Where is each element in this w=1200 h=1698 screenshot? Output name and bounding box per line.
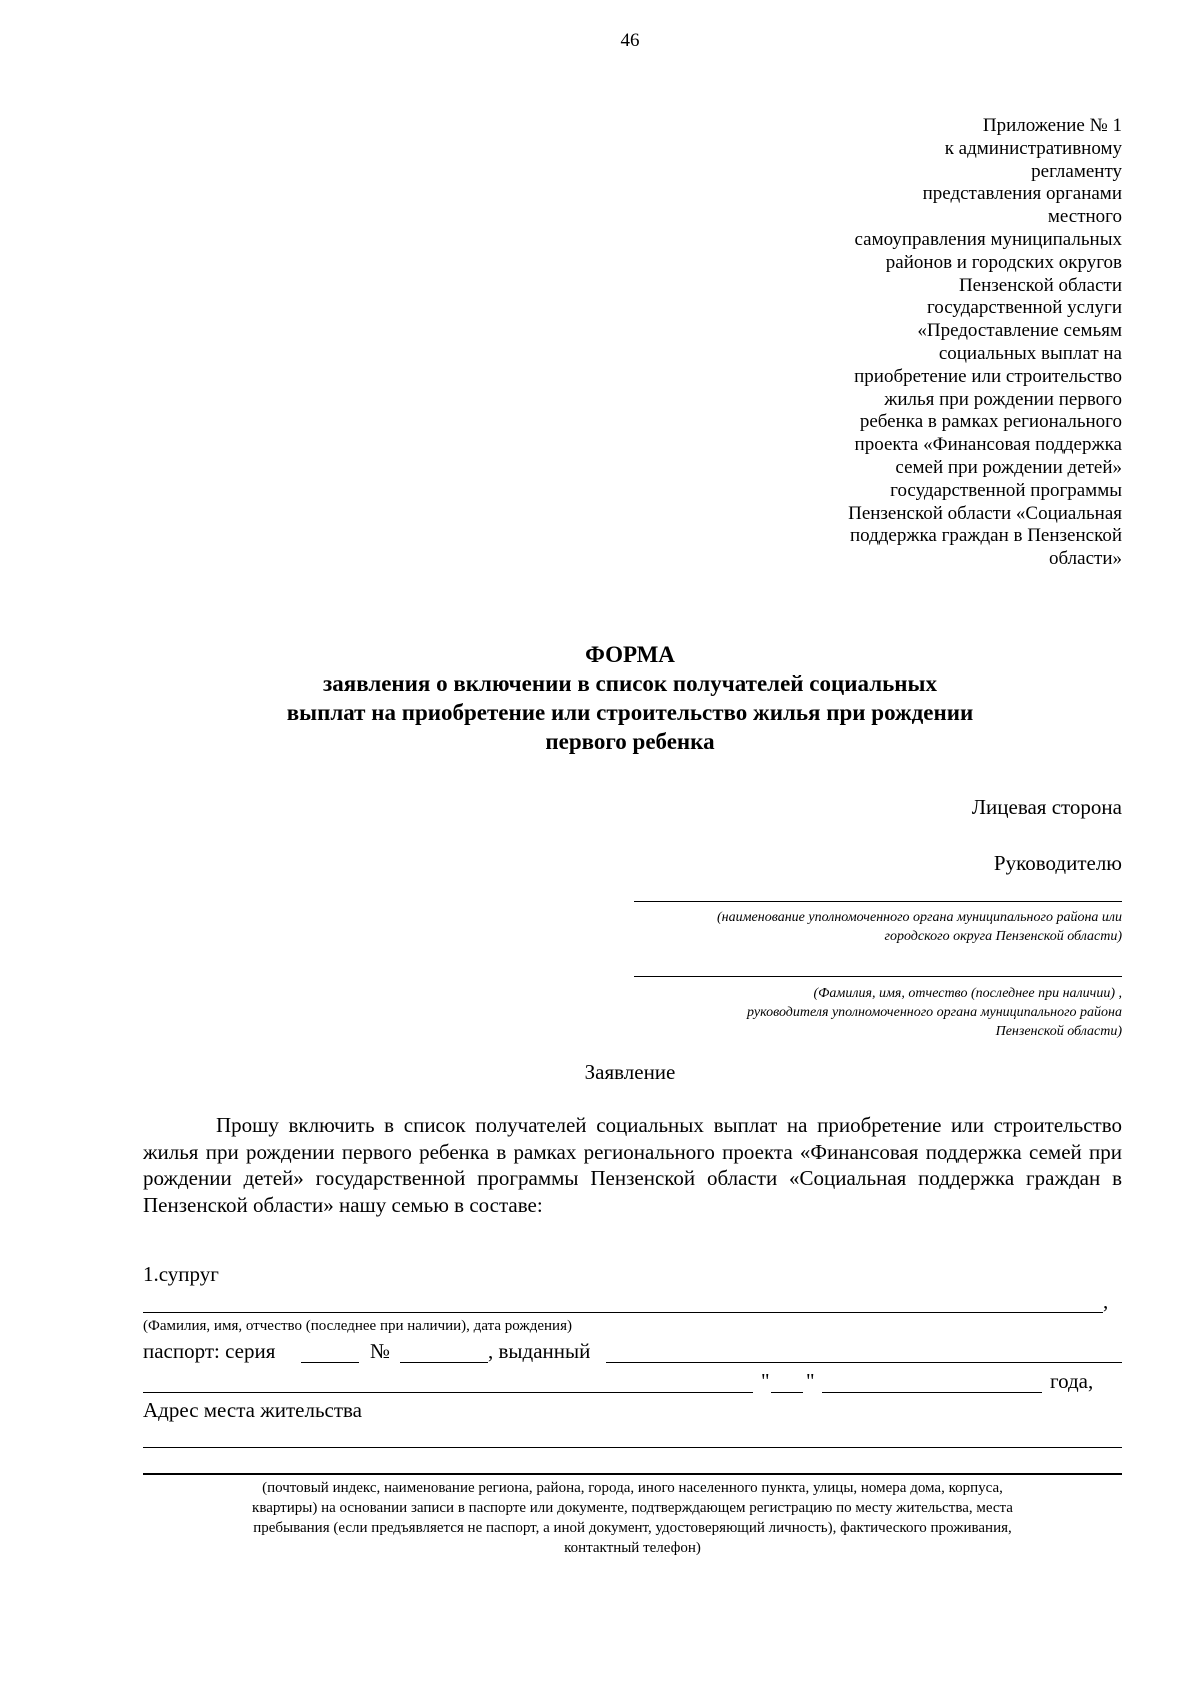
form-title-line: заявления о включении в список получателей социальных xyxy=(323,671,937,696)
appendix-line: Пензенской области xyxy=(958,274,1122,296)
statement-title: Заявление xyxy=(584,1060,676,1084)
date-quote-open: " xyxy=(761,1369,770,1393)
issue-month-field[interactable] xyxy=(822,1392,1042,1393)
head-note-line: руководителя уполномоченного органа муниципального района xyxy=(747,1005,1122,1020)
appendix-line: государственной услуги xyxy=(926,297,1122,319)
appendix-header xyxy=(762,115,1122,571)
passport-label: паспорт: серия xyxy=(143,1339,276,1363)
appendix-line: к административному xyxy=(944,137,1122,159)
appendix-line: регламенту xyxy=(1031,160,1122,182)
spouse-label: 1.супруг xyxy=(143,1262,219,1286)
form-title-line: выплат на приобретение или строительство жилья при рождении xyxy=(286,700,974,725)
appendix-line: самоуправления муниципальных xyxy=(854,228,1122,250)
date-quote-close: " xyxy=(806,1369,815,1393)
form-title-line: ФОРМА xyxy=(585,642,675,667)
appendix-line: области» xyxy=(1048,548,1122,570)
head-note-line: (Фамилия, имя, отчество (последнее при наличии) , xyxy=(813,986,1122,1001)
addressee-label: Руководителю xyxy=(993,851,1122,875)
issue-day-field[interactable] xyxy=(771,1392,803,1393)
appendix-line: поддержка граждан в Пензенской xyxy=(849,525,1122,547)
spouse-name-line[interactable] xyxy=(143,1312,1103,1313)
passport-number-field[interactable] xyxy=(400,1362,488,1363)
passport-issuer-continuation[interactable] xyxy=(143,1392,753,1393)
form-title xyxy=(0,640,1200,756)
appendix-line: местного xyxy=(1047,206,1122,228)
address-label: Адрес места жительства xyxy=(143,1398,362,1422)
statement-paragraph: Прошу включить в список получателей социальных выплат на приобретение или строительство жилья при рождении первого ребенка в рамках регионального проекта «Финансовая поддержка семей при рождении детей» государственной программы Пензенской области «Социальная поддержка граждан в Пензенской области» нашу семью в составе: xyxy=(143,1113,1122,1217)
authority-note xyxy=(717,908,1122,946)
fio-note: (Фамилия, имя, отчество (последнее при наличии), дата рождения) xyxy=(143,1318,572,1334)
address-note-line: пребывания (если предъявляется не паспорт, а иной документ, удостоверяющий личность), фактического проживания, xyxy=(253,1520,1012,1536)
form-title-line: первого ребенка xyxy=(545,729,715,754)
appendix-line: семей при рождении детей» xyxy=(895,456,1122,478)
appendix-line: ребенка в рамках регионального xyxy=(859,411,1122,433)
address-note-line: (почтовый индекс, наименование региона, района, города, иного населенного пункта, улицы, номера дома, корпуса, xyxy=(262,1480,1003,1496)
head-note xyxy=(747,984,1122,1041)
authority-name-line[interactable] xyxy=(634,901,1122,902)
address-line-2[interactable] xyxy=(143,1473,1122,1475)
passport-number-sign: № xyxy=(370,1339,391,1363)
appendix-line: социальных выплат на xyxy=(938,342,1122,364)
head-note-line: Пензенской области) xyxy=(995,1024,1122,1039)
appendix-line: государственной программы xyxy=(890,479,1122,501)
authority-note-line: городского округа Пензенской области) xyxy=(884,929,1122,944)
appendix-line: жилья при рождении первого xyxy=(884,388,1122,410)
address-note xyxy=(143,1478,1122,1558)
year-label: года, xyxy=(1050,1369,1094,1393)
appendix-line: проекта «Финансовая поддержка xyxy=(854,434,1122,456)
appendix-line: приобретение или строительство xyxy=(854,365,1122,387)
passport-series-field[interactable] xyxy=(301,1362,359,1363)
appendix-line: «Предоставление семьям xyxy=(917,320,1122,342)
passport-issued-by-field[interactable] xyxy=(606,1362,1122,1363)
appendix-line: представления органами xyxy=(922,183,1122,205)
appendix-line: районов и городских округов xyxy=(885,251,1122,273)
address-note-line: квартиры) на основании записи в паспорте или документе, подтверждающем регистрацию по месту жительства, места xyxy=(252,1500,1013,1516)
appendix-line: Приложение № 1 xyxy=(982,115,1122,136)
authority-note-line: (наименование уполномоченного органа муниципального района или xyxy=(717,910,1122,925)
comma: , xyxy=(1103,1289,1109,1313)
address-line-1[interactable] xyxy=(143,1447,1122,1448)
page-number: 46 xyxy=(620,30,640,51)
head-name-line[interactable] xyxy=(634,976,1122,977)
passport-issued-label: , выданный xyxy=(488,1339,591,1363)
address-note-line: контактный телефон) xyxy=(564,1540,701,1556)
face-side-label: Лицевая сторона xyxy=(971,795,1122,819)
appendix-line: Пензенской области «Социальная xyxy=(848,502,1122,524)
